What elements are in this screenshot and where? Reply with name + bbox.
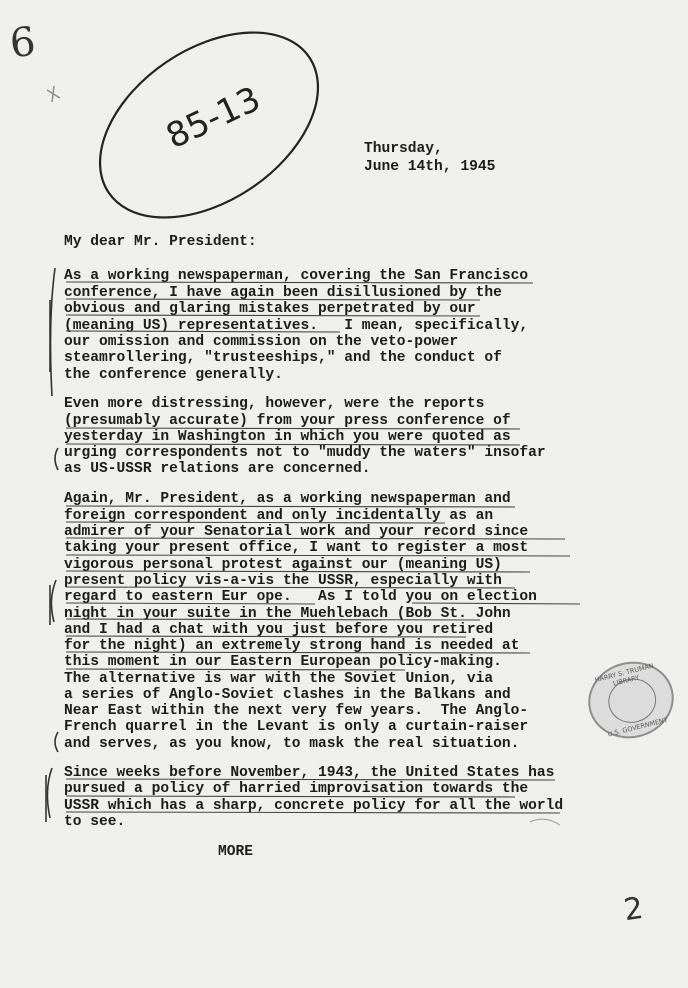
text-line: as US-USSR relations are concerned. [64,461,371,477]
text-line: to see. [64,814,126,830]
text-line: admirer of your Senatorial work and your record since [64,524,529,540]
text-line: pursued a policy of harried improvisation towards the [64,781,529,797]
text-line: conference, I have again been disillusioned by the [64,285,502,301]
letter-date: June 14th, 1945 [364,159,496,175]
text-line: urging correspondents not to "muddy the waters" insofar [64,445,546,461]
text-line: French quarrel in the Levant is only a curtain-raiser [64,719,529,735]
text-line: present policy vis-a-vis the USSR, especially with [64,573,502,589]
text-line: The alternative is war with the Soviet Union, via [64,671,494,687]
text-line: Since weeks before November, 1943, the United States has [64,765,555,781]
text-line: for the night) an extremely strong hand is needed at [64,638,520,654]
text-line: yesterday in Washington in which you were quoted as [64,429,511,445]
text-line: Again, Mr. President, as a working newspaperman and [64,491,511,507]
text-line: a series of Anglo-Soviet clashes in the Balkans and [64,687,511,703]
letter-date-day: Thursday, [364,141,443,157]
text-line: this moment in our Eastern European policy-making. [64,654,502,670]
stamp-top-text: HARRY S. TRUMAN LIBRARY [593,661,655,688]
text-line: and serves, as you know, to mask the real situation. [64,736,520,752]
text-line: (presumably accurate) from your press conference of [64,413,511,429]
text-line: steamrollering, "trusteeships," and the conduct of [64,350,502,366]
text-line: and I had a chat with you just before you retired [64,622,494,638]
text-line: (meaning US) representatives. I mean, specifically, [64,318,529,334]
text-line: vigorous personal protest against our (meaning US) [64,557,502,573]
text-line: our omission and commission on the veto-power [64,334,459,350]
more-continuation: MORE [218,844,254,860]
salutation: My dear Mr. President: [64,234,257,250]
stamp-bottom-text: U.S. GOVERNMENT [606,715,669,739]
text-line: foreign correspondent and only incidentally as an [64,508,494,524]
handwritten-page-number: 2 [621,890,646,929]
text-line: USSR which has a sharp, concrete policy for all the world [64,798,564,814]
text-line: Near East within the next very few years. The Anglo- [64,703,529,719]
text-line: regard to eastern Eur ope. As I told you on election [64,589,537,605]
handwritten-file-number: 85-13 [160,78,267,158]
handwritten-page-mark: 6 [7,18,38,68]
text-line: night in your suite in the Muehlebach (Bob St. John [64,606,511,622]
text-line: obvious and glaring mistakes perpetrated by our [64,301,476,317]
text-line: the conference generally. [64,367,283,383]
text-line: As a working newspaperman, covering the San Francisco [64,268,529,284]
text-line: Even more distressing, however, were the reports [64,396,485,412]
text-line: taking your present office, I want to register a most [64,540,529,556]
